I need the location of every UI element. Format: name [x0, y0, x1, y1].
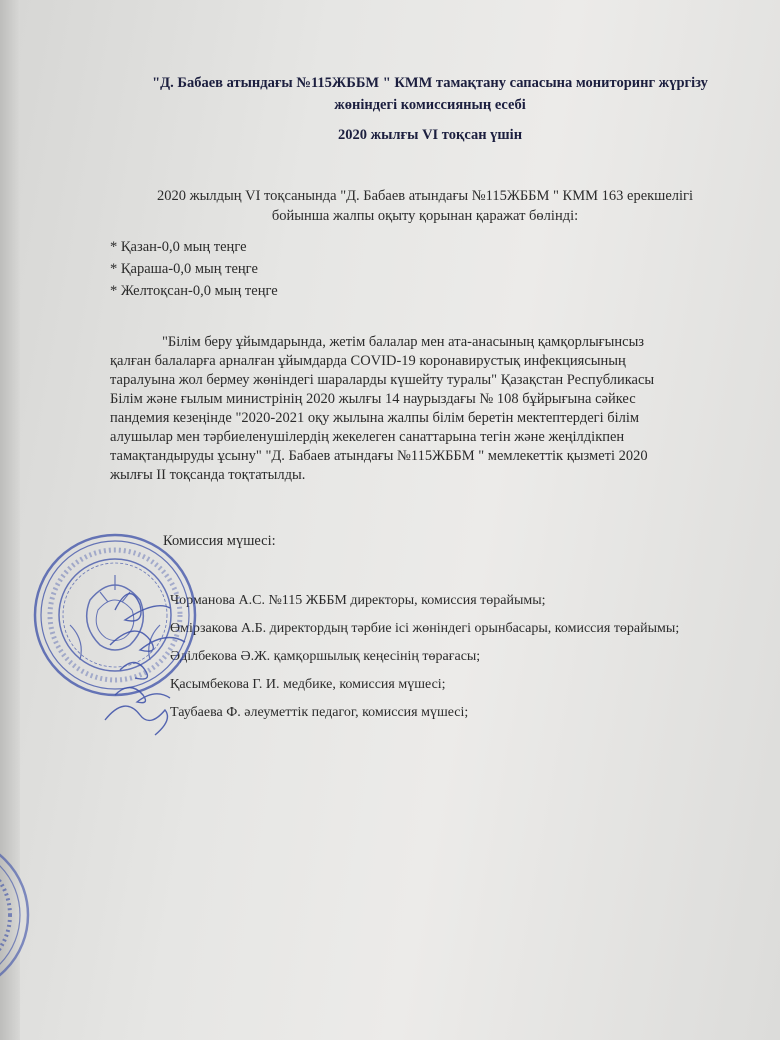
- intro-line1: 2020 жылдың VI тоқсанында "Д. Бабаев атындағы №115ЖББМ " КММ 163 ерекшелігі: [156, 188, 694, 204]
- body-line: қалған балаларға арналған ұйымдарда COVID-19 коронавирустық инфекциясының: [110, 353, 626, 369]
- fund-item-october: * Қазан-0,0 мың теңге: [110, 239, 247, 255]
- body-line: "Білім беру ұйымдарында, жетім балалар мен ата-анасының қамқорлығынсыз: [162, 334, 645, 350]
- fund-item-december: * Желтоқсан-0,0 мың теңге: [110, 283, 278, 299]
- report-title-line2: жөніндегі комиссияның есебі: [334, 97, 526, 113]
- body-line: жылғы II тоқсанда тоқтатылды.: [110, 467, 306, 483]
- commission-member: Өмірзакова А.Б. директордың тәрбие ісі жөніндегі орынбасары, комиссия төрайымы;: [170, 621, 680, 636]
- fund-item-november: * Қараша-0,0 мың теңге: [110, 261, 258, 277]
- report-title-line1: "Д. Бабаев атындағы №115ЖББМ " КММ тамақтану сапасына мониторинг жүргізу: [152, 75, 708, 91]
- body-line: тамақтандыруды ұсыну" "Д. Бабаев атындағы №115ЖББМ " мемлекеттік қызметі 2020: [110, 448, 648, 464]
- intro-line2: бойынша жалпы оқыту қорынан қаражат бөлінді:: [271, 208, 579, 224]
- body-line: пандемия кезеңінде "2020-2021 оқу жылына жалпы білім беретін мектептердегі білім: [110, 410, 640, 426]
- report-subtitle: 2020 жылғы VI тоқсан үшін: [337, 127, 523, 143]
- signature-icon: [95, 570, 205, 740]
- commission-member: Әділбекова Ә.Ж. қамқоршылық кеңесінің төрағасы;: [170, 649, 481, 664]
- body-line: алушылар мен тәрбиеленушілердің жекелеген санаттарына тегін және жеңілдікпен: [110, 429, 625, 445]
- commission-member: Чорманова А.С. №115 ЖББМ директоры, комиссия төрайымы;: [170, 593, 546, 608]
- partial-seal-icon: [0, 830, 30, 1000]
- commission-member: Таубаева Ф. әлеуметтік педагог, комиссия мүшесі;: [170, 705, 469, 720]
- body-line: таралуына жол бермеу жөніндегі шараларды күшейту туралы" Қазақстан Республикасы: [110, 372, 655, 388]
- commission-heading: Комиссия мүшесі:: [163, 533, 276, 549]
- commission-member: Қасымбекова Г. И. медбике, комиссия мүшесі;: [170, 677, 446, 692]
- body-line: Білім және ғылым министрінің 2020 жылғы 14 наурыздағы № 108 бұйрығына сәйкес: [110, 391, 636, 407]
